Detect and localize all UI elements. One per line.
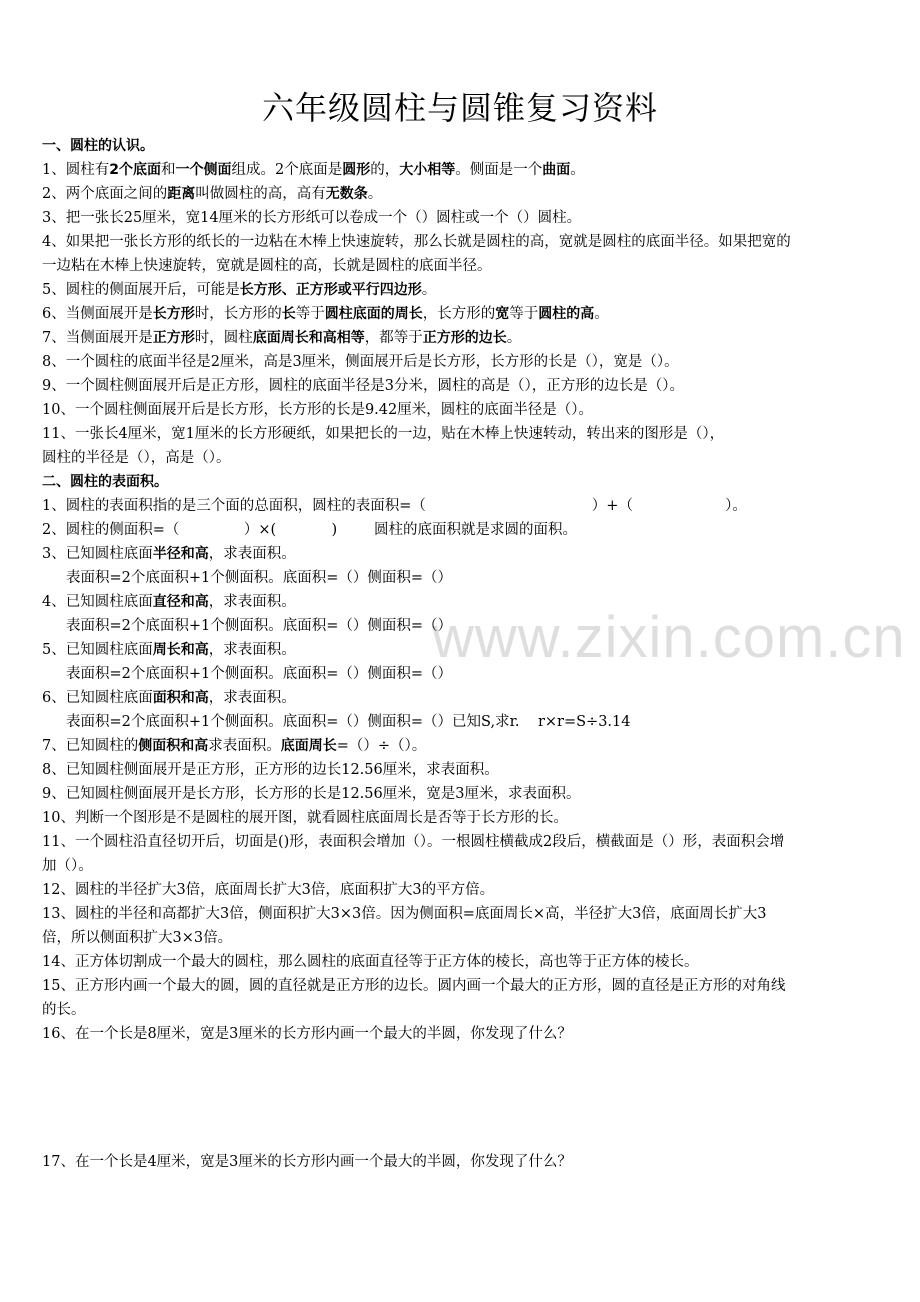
bold-term: 长方形、正方形或平行四边形 bbox=[239, 282, 422, 298]
document-title: 六年级圆柱与圆锥复习资料 bbox=[261, 89, 658, 127]
text-segment: 16、在一个长是8厘米，宽是3厘米的长方形内画一个最大的半圆，你发现了什么？ bbox=[42, 1026, 572, 1042]
bold-term: 圆柱底面的周长 bbox=[324, 306, 423, 322]
text-line bbox=[42, 952, 698, 972]
text-segment: 8、已知圆柱侧面展开是正方形，正方形的边长12.56厘米，求表面积。 bbox=[42, 762, 499, 778]
text-segment: 7、已知圆柱的 bbox=[42, 738, 139, 754]
text-line bbox=[42, 424, 724, 444]
text-segment: 6、当侧面展开是 bbox=[42, 306, 153, 322]
text-segment: 的长。 bbox=[42, 1002, 86, 1018]
text-line bbox=[42, 448, 231, 468]
bold-term: 周长和高 bbox=[152, 642, 209, 658]
text-segment: 9、一个圆柱侧面展开后是正方形，圆柱的底面半径是3分米，圆柱的高是（），正方形的边长是（）。 bbox=[42, 378, 684, 394]
bold-term: 底面周长 bbox=[280, 738, 337, 754]
text-segment: 时，圆柱 bbox=[194, 330, 253, 346]
text-segment: 7、当侧面展开是 bbox=[42, 330, 153, 346]
text-line bbox=[42, 880, 494, 900]
text-segment: 一边粘在木棒上快速旋转，宽就是圆柱的高，长就是圆柱的底面半径。 bbox=[42, 258, 492, 274]
text-segment: 。 bbox=[421, 282, 437, 298]
text-segment: 。 bbox=[594, 306, 609, 322]
text-line bbox=[42, 376, 684, 396]
text-line bbox=[42, 328, 521, 348]
text-segment: 。 bbox=[570, 162, 585, 178]
text-line bbox=[42, 352, 679, 372]
text-line bbox=[66, 664, 452, 684]
text-line bbox=[42, 640, 296, 660]
text-line bbox=[42, 904, 767, 924]
text-segment: 表面积=2个底面积+1个侧面积。底面积=（）侧面积=（） bbox=[66, 666, 453, 682]
text-line bbox=[42, 160, 585, 180]
text-line bbox=[42, 184, 382, 204]
text-line bbox=[42, 304, 609, 324]
text-segment: 表面积=2个底面积+1个侧面积。底面积=（）侧面积=（） bbox=[66, 570, 453, 586]
text-line bbox=[66, 712, 631, 732]
text-segment: 6、已知圆柱底面 bbox=[42, 690, 153, 706]
text-line bbox=[42, 400, 593, 420]
text-line bbox=[42, 1152, 572, 1172]
text-segment: 一、圆柱的认识。 bbox=[42, 138, 154, 154]
text-segment: 表面积=2个底面积+1个侧面积。底面积=（）侧面积=（）已知S,求r. r×r=S÷3.14 bbox=[66, 714, 631, 730]
text-segment: 表面积=2个底面积+1个侧面积。底面积=（）侧面积=（） bbox=[66, 618, 453, 634]
text-line bbox=[42, 736, 426, 756]
text-segment: 二、圆柱的表面积。 bbox=[42, 474, 168, 490]
text-line bbox=[42, 808, 568, 828]
text-segment: 17、在一个长是4厘米，宽是3厘米的长方形内画一个最大的半圆，你发现了什么？ bbox=[42, 1154, 572, 1170]
bold-term: 面积和高 bbox=[152, 690, 209, 706]
bold-term: 圆柱的高 bbox=[538, 306, 595, 322]
bold-term: 正方形的边长 bbox=[422, 330, 507, 346]
text-line bbox=[42, 232, 791, 252]
text-segment: ，长方形的 bbox=[422, 306, 496, 322]
bold-term: 侧面积和高 bbox=[138, 738, 209, 754]
text-segment: 倍，所以侧面积扩大3×3倍。 bbox=[42, 930, 233, 946]
text-segment: 。 bbox=[367, 186, 383, 202]
bold-term: 大小相等 bbox=[399, 162, 456, 178]
text-line bbox=[66, 568, 452, 588]
text-segment: 求表面积。 bbox=[208, 738, 281, 754]
text-segment: 1、圆柱的表面积指的是三个面的总面积，圆柱的表面积=（ ）+（ ）。 bbox=[42, 498, 747, 514]
bold-term: 曲面 bbox=[542, 162, 571, 178]
text-segment: 2、两个底面之间的 bbox=[42, 186, 168, 202]
text-line bbox=[42, 256, 492, 276]
text-segment: 组成。2个底面是 bbox=[231, 162, 343, 178]
bold-term: 2个底面 bbox=[109, 162, 161, 178]
bold-term: 正方形 bbox=[152, 330, 195, 346]
text-segment: 11、一个圆柱沿直径切开后，切面是()形，表面积会增加（）。一根圆柱横截成2段后，横截面是（）形，表面积会增 bbox=[42, 834, 785, 850]
text-line bbox=[42, 928, 232, 948]
bold-term: 距离 bbox=[167, 186, 196, 202]
text-segment: 10、一个圆柱侧面展开后是长方形，长方形的长是9.42厘米，圆柱的底面半径是（）。 bbox=[42, 402, 593, 418]
text-segment: ，求表面积。 bbox=[208, 690, 296, 706]
text-line bbox=[42, 280, 436, 300]
bold-term: 底面周长和高相等 bbox=[252, 330, 365, 346]
text-segment: 时，长方形的 bbox=[194, 306, 282, 322]
text-segment: 和 bbox=[160, 162, 176, 178]
text-line bbox=[42, 856, 93, 876]
text-segment: 13、圆柱的半径和高都扩大3倍，侧面积扩大3×3倍。因为侧面积=底面周长×高，半径扩大3倍，底面周长扩大3 bbox=[42, 906, 767, 922]
text-segment: 9、已知圆柱侧面展开是长方形，长方形的长是12.56厘米，宽是3厘米，求表面积。 bbox=[42, 786, 581, 802]
text-segment: 4、如果把一张长方形的纸长的一边粘在木棒上快速旋转，那么长就是圆柱的高，宽就是圆柱的底面半径。如果把宽的 bbox=[42, 234, 791, 250]
text-line bbox=[42, 592, 296, 612]
text-segment: 等于 bbox=[295, 306, 325, 322]
text-segment: 4、已知圆柱底面 bbox=[42, 594, 153, 610]
text-segment: 加（）。 bbox=[42, 858, 93, 874]
text-segment: 14、正方体切割成一个最大的圆柱，那么圆柱的底面直径等于正方体的棱长，高也等于正方体的棱长。 bbox=[42, 954, 699, 970]
watermark: www.zixin.com.cn bbox=[432, 605, 906, 670]
text-segment: 圆柱的半径是（），高是（）。 bbox=[42, 450, 231, 466]
text-line bbox=[42, 496, 747, 516]
text-segment: 8、一个圆柱的底面半径是2厘米，高是3厘米，侧面展开后是长方形，长方形的长是（），宽是（）。 bbox=[42, 354, 679, 370]
text-segment: 叫做圆柱的高，高有 bbox=[195, 186, 326, 202]
bold-term: 长方形 bbox=[152, 306, 195, 322]
bold-term: 无数条 bbox=[325, 186, 368, 202]
text-segment: ，都等于 bbox=[364, 330, 423, 346]
section-heading bbox=[42, 136, 154, 156]
text-segment: 。 bbox=[506, 330, 522, 346]
text-line bbox=[42, 760, 499, 780]
text-segment: 3、已知圆柱底面 bbox=[42, 546, 153, 562]
text-segment: 10、判断一个图形是不是圆柱的展开图，就看圆柱底面周长是否等于长方形的长。 bbox=[42, 810, 568, 826]
bold-term: 长 bbox=[281, 306, 296, 322]
text-line bbox=[42, 688, 296, 708]
text-segment: 11、一张长4厘米，宽1厘米的长方形硬纸，如果把长的一边，贴在木棒上快速转动，转出来的图形是（）， bbox=[42, 426, 725, 442]
text-segment: ，求表面积。 bbox=[208, 594, 296, 610]
text-line bbox=[42, 520, 577, 540]
text-line bbox=[42, 1000, 86, 1020]
text-segment: 。侧面是一个 bbox=[455, 162, 543, 178]
text-line bbox=[42, 1024, 572, 1044]
text-segment: 5、圆柱的侧面展开后，可能是 bbox=[42, 282, 240, 298]
text-segment: 2、圆柱的侧面积=（ ）×( ) 圆柱的底面积就是求圆的面积。 bbox=[42, 522, 578, 538]
text-segment: ，求表面积。 bbox=[208, 642, 296, 658]
text-line bbox=[42, 544, 296, 564]
bold-term: 圆形 bbox=[342, 162, 371, 178]
section-heading bbox=[42, 472, 168, 492]
text-segment: 15、正方形内画一个最大的圆，圆的直径就是正方形的边长。圆内画一个最大的正方形，圆的直径是正方形的对角线 bbox=[42, 978, 786, 994]
text-segment: 12、圆柱的半径扩大3倍，底面周长扩大3倍，底面积扩大3的平方倍。 bbox=[42, 882, 495, 898]
text-segment: 5、已知圆柱底面 bbox=[42, 642, 153, 658]
text-line bbox=[42, 208, 581, 228]
bold-term: 一个侧面 bbox=[175, 162, 232, 178]
bold-term: 宽 bbox=[495, 306, 510, 322]
text-segment: 1、圆柱有 bbox=[42, 162, 110, 178]
text-segment: ，求表面积。 bbox=[208, 546, 296, 562]
text-line bbox=[42, 976, 785, 996]
text-segment: =（）÷（）。 bbox=[336, 738, 427, 754]
text-segment: 等于 bbox=[509, 306, 539, 322]
text-segment: 的， bbox=[370, 162, 400, 178]
bold-term: 半径和高 bbox=[152, 546, 209, 562]
text-line bbox=[66, 616, 452, 636]
text-line bbox=[42, 832, 784, 852]
bold-term: 直径和高 bbox=[152, 594, 209, 610]
text-line bbox=[42, 784, 580, 804]
text-segment: 3、把一张长25厘米，宽14厘米的长方形纸可以卷成一个（）圆柱或一个（）圆柱。 bbox=[42, 210, 582, 226]
